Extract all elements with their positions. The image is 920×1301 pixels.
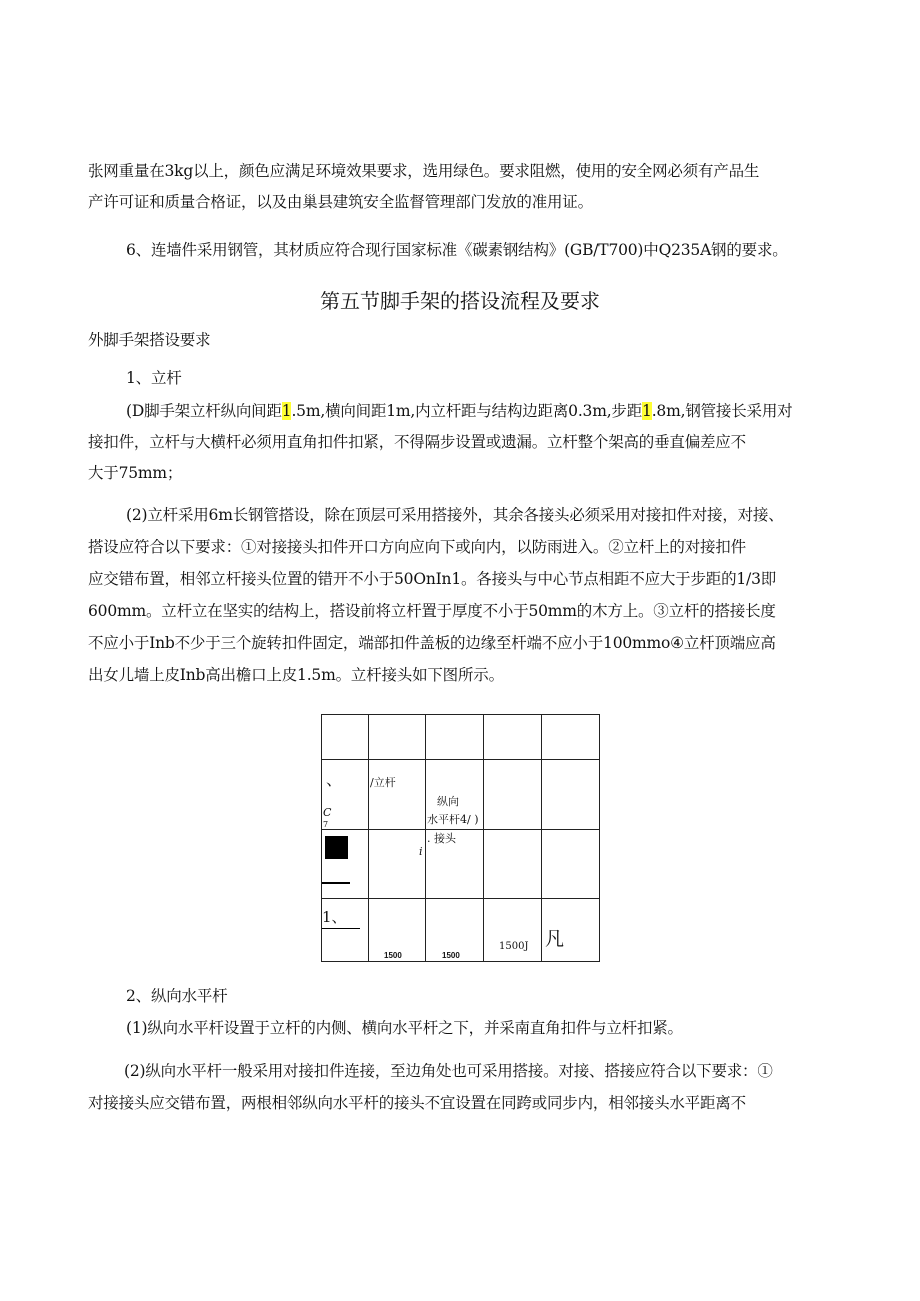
subheading: 外脚手架搭设要求 bbox=[88, 331, 211, 349]
paragraph-line bbox=[126, 401, 792, 421]
dimension-label: 1500 bbox=[384, 951, 402, 960]
figure-mark: 、 bbox=[326, 770, 343, 789]
paragraph-line: 张网重量在3kg以上，颜色应满足环境效果要求，选用绿色。要求阻燃，使用的安全网必须有产品生 bbox=[88, 162, 760, 180]
grid-line bbox=[425, 714, 426, 962]
item-2-heading: 2、纵向水平杆 bbox=[126, 987, 228, 1005]
figure-mark: i bbox=[419, 845, 423, 858]
figure-mark: 7 bbox=[323, 820, 329, 829]
dimension-label: 1500J bbox=[499, 941, 529, 952]
paragraph-line: 出女儿墙上皮Inb高出檐口上皮1.5m。立杆接头如下图所示。 bbox=[88, 666, 504, 684]
paragraph-line: (2)纵向水平杆一般采用对接扣件连接，至边角处也可采用搭接。对接、搭接应符合以下要求：① bbox=[124, 1062, 773, 1080]
item-1-heading: 1、立杆 bbox=[126, 369, 182, 387]
bar-mark bbox=[322, 882, 350, 884]
label-joint: . 接头 bbox=[427, 832, 456, 845]
grid-line bbox=[321, 829, 600, 830]
highlight-mark: 1 bbox=[642, 402, 652, 420]
paragraph-line: 对接接头应交错布置，两根相邻纵向水平杆的接头不宜设置在同跨或同步内，相邻接头水平距离不 bbox=[88, 1094, 746, 1112]
label-longitudinal-bar: 水平杆4/ ) bbox=[427, 813, 479, 826]
grid-line bbox=[483, 714, 484, 962]
paragraph-line: (1)纵向水平杆设置于立杆的内侧、横向水平杆之下，并采南直角扣件与立杆扣紧。 bbox=[126, 1019, 683, 1037]
highlight-mark: 1 bbox=[281, 402, 292, 420]
figure-mark: 1、 bbox=[322, 908, 347, 926]
text-run: (D脚手架立杆纵向间距 bbox=[126, 402, 282, 420]
paragraph-line: 搭设应符合以下要求：①对接接头扣件开口方向应向下或向内，以防雨进入。②立杆上的对接扣件 bbox=[88, 538, 746, 556]
item-6: 6、连墙件采用钢管，其材质应符合现行国家标准《碳素钢结构》(GB/T700)中Q235A钢的要求。 bbox=[126, 241, 788, 259]
paragraph-line: 大于75mm； bbox=[88, 464, 183, 482]
grid-line bbox=[321, 714, 600, 715]
paragraph-line: 产许可证和质量合格证，以及由巢县建筑安全监督管理部门发放的准用证。 bbox=[88, 193, 593, 211]
grid-line bbox=[321, 759, 600, 760]
figure-mark: 凡 bbox=[545, 928, 565, 950]
paragraph-line: 600mm。立杆立在坚实的结构上，搭设前将立杆置于厚度不小于50mm的木方上。③立杆的搭接长度 bbox=[88, 602, 776, 620]
paragraph-line: 接扣件，立杆与大横杆必须用直角扣件扣紧，不得隔步设置或遗漏。立杆整个架高的垂直偏差应不 bbox=[88, 433, 746, 451]
text-run: .8m,钢管接长采用对 bbox=[651, 402, 793, 420]
bar-mark bbox=[322, 928, 360, 929]
section-title: 第五节脚手架的搭设流程及要求 bbox=[320, 289, 600, 313]
label-longitudinal: 纵向 bbox=[437, 795, 459, 808]
label-pole: /立杆 bbox=[370, 776, 396, 789]
paragraph-line: 应交错布置，相邻立杆接头位置的错开不小于50OnIn1。各接头与中心节点相距不应大于步距的1/3即 bbox=[88, 570, 777, 588]
grid-line bbox=[599, 714, 600, 962]
dimension-label: 1500 bbox=[442, 951, 460, 960]
grid-line bbox=[321, 898, 600, 899]
grid-line bbox=[368, 714, 369, 962]
text-run: .5m,横向间距1m,内立杆距与结构边距离0.3m,步距 bbox=[291, 402, 643, 420]
paragraph-line: 不应小于Inb不少于三个旋转扣件固定，端部扣件盖板的边缘至杆端不应小于100mmo④立杆顶端应高 bbox=[88, 634, 776, 652]
grid-line bbox=[321, 961, 600, 962]
black-square bbox=[325, 836, 348, 859]
grid-line bbox=[541, 714, 542, 962]
figure-mark: C bbox=[323, 806, 332, 819]
paragraph-line: (2)立杆采用6m长钢管搭设，除在顶层可采用搭接外，其余各接头必须采用对接扣件对接，对接、 bbox=[126, 506, 784, 524]
